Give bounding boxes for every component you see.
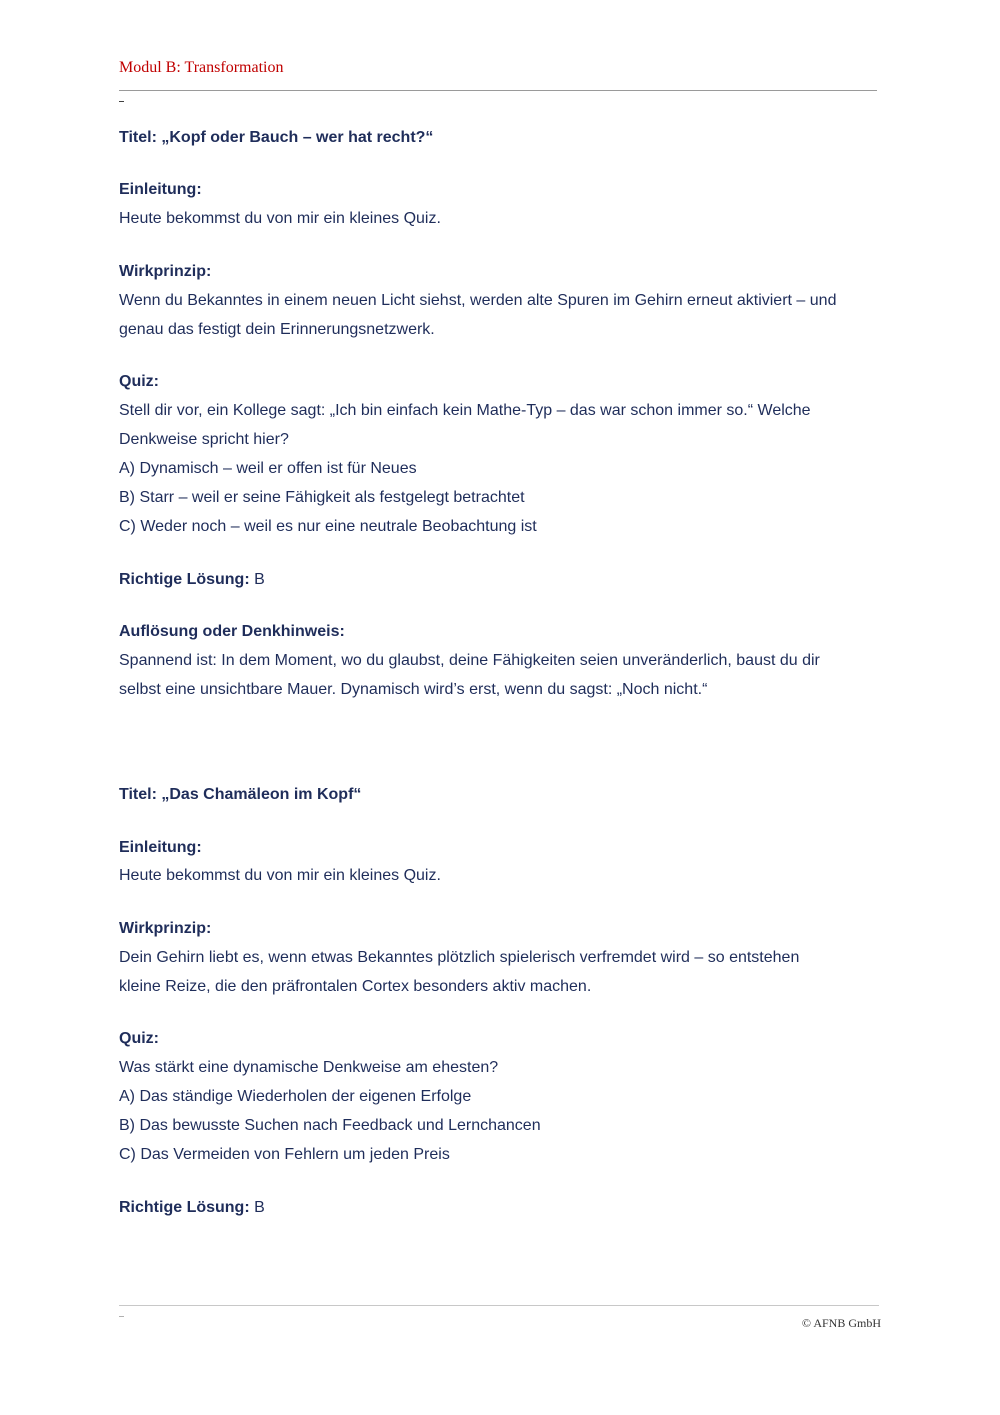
section2-answer-value: B — [249, 1199, 265, 1216]
section1-principle-line: genau das festigt dein Erinnerungsnetzwerk. — [119, 321, 435, 338]
section2-answer — [119, 1193, 265, 1222]
section1-intro-text: Heute bekommst du von mir ein kleines Quiz. — [119, 210, 441, 227]
section2-quiz-option-b: B) Das bewusste Suchen nach Feedback und Lernchancen — [119, 1117, 541, 1134]
section2-quiz-question: Was stärkt eine dynamische Denkweise am ehesten? — [119, 1059, 499, 1076]
section1-quiz-option-c: C) Weder noch – weil es nur eine neutrale Beobachtung ist — [119, 518, 537, 535]
section2-quiz-option-a: A) Das ständige Wiederholen der eigenen Erfolge — [119, 1088, 472, 1105]
header-rule — [119, 90, 877, 91]
section2-quiz-label: Quiz: — [119, 1030, 159, 1047]
footer-rule — [119, 1305, 879, 1306]
footer-copyright: © AFNB GmbH — [801, 1316, 881, 1330]
section1-answer-value: B — [249, 571, 265, 588]
section2-quiz-option-c: C) Das Vermeiden von Fehlern um jeden Preis — [119, 1146, 450, 1163]
section1-quiz-label: Quiz: — [119, 373, 159, 390]
section1-title: Titel: „Kopf oder Bauch – wer hat recht?“ — [119, 129, 434, 146]
section1-principle-label: Wirkprinzip: — [119, 263, 212, 280]
section2-principle-line: Dein Gehirn liebt es, wenn etwas Bekanntes plötzlich spielerisch verfremdet wird – so entstehen — [119, 949, 800, 966]
footer-tick — [119, 1316, 124, 1317]
section2-intro-label: Einleitung: — [119, 839, 202, 856]
section1-intro-label: Einleitung: — [119, 181, 202, 198]
header-title: Modul B: Transformation — [119, 59, 284, 76]
section2-title: Titel: „Das Chamäleon im Kopf“ — [119, 786, 362, 803]
section1-quiz-option-a: A) Dynamisch – weil er offen ist für Neues — [119, 460, 417, 477]
header-tick — [119, 101, 124, 102]
section1-resolution-line: selbst eine unsichtbare Mauer. Dynamisch wird’s erst, wenn du sagst: „Noch nicht.“ — [119, 681, 708, 698]
section2-intro-text: Heute bekommst du von mir ein kleines Quiz. — [119, 867, 441, 884]
section1-quiz-line: Stell dir vor, ein Kollege sagt: „Ich bin einfach kein Mathe-Typ – das war schon immer so.“ Welche — [119, 402, 811, 419]
section1-quiz-option-b: B) Starr – weil er seine Fähigkeit als festgelegt betrachtet — [119, 489, 525, 506]
section1-answer — [119, 565, 265, 594]
section2-principle-line: kleine Reize, die den präfrontalen Cortex besonders aktiv machen. — [119, 978, 592, 995]
section2-principle-label: Wirkprinzip: — [119, 920, 212, 937]
section2-answer-label: Richtige Lösung: — [119, 1199, 250, 1216]
section1-principle-line: Wenn du Bekanntes in einem neuen Licht siehst, werden alte Spuren im Gehirn erneut aktiviert – und — [119, 292, 837, 309]
section1-resolution-label: Auflösung oder Denkhinweis: — [119, 623, 345, 640]
section1-quiz-line: Denkweise spricht hier? — [119, 431, 289, 448]
section1-resolution-line: Spannend ist: In dem Moment, wo du glaubst, deine Fähigkeiten seien unveränderlich, baust du dir — [119, 652, 820, 669]
section1-answer-label: Richtige Lösung: — [119, 571, 250, 588]
